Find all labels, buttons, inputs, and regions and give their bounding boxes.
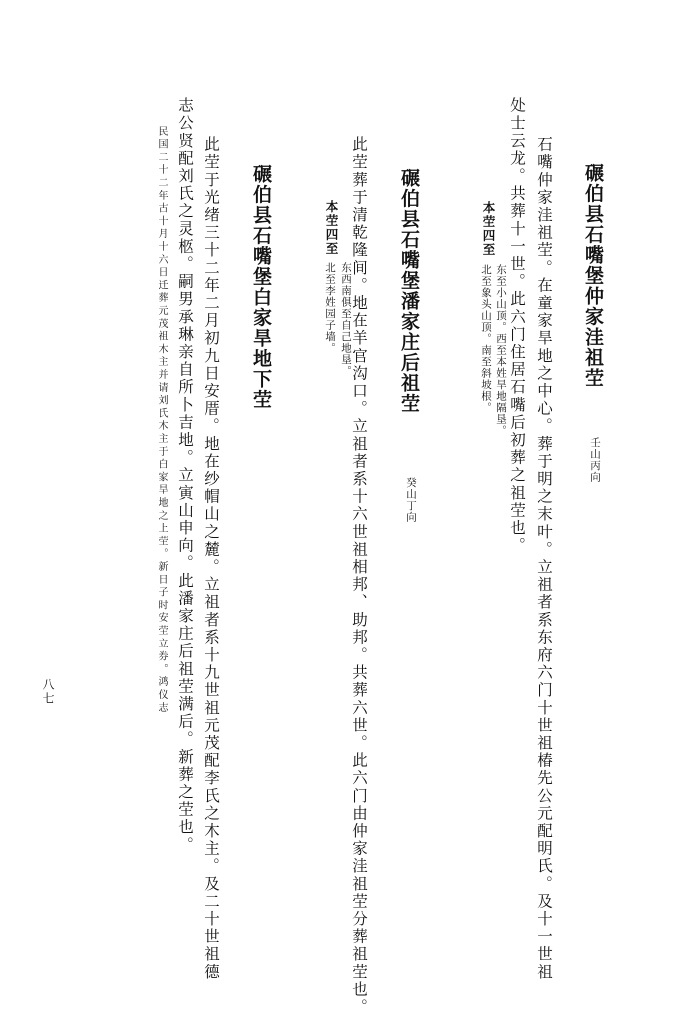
section-2-boundary-line-1: 东西南俱至自己地垦。 [340,262,352,377]
section-1-boundary-line-1: 东至小山顶。西至本姓旱地隔垦。 [495,264,507,437]
section-3-note: 民国二十二年古十月十六日迁葬元茂祖木主并请刘氏木主于白家旱地之上茔。新日子时安茔立券。鸿仪志 [156,126,167,715]
section-2-boundary-label: 本茔四至 [324,200,339,256]
section-2-orientation: 癸山丁向 [405,477,417,523]
section-1-text-line-2: 处士云龙。共葬十一世。此六门住居石嘴后初葬之祖茔也。 [508,97,526,555]
section-2-boundary-line-2: 北至李姓园子墙。 [324,262,336,354]
section-1-boundary-line-2: 北至象头山顶。南至斜坡根。 [480,264,492,414]
section-3-text-line-1: 此茔于光绪三十二年二月初九日安厝。地在纱帽山之麓。立祖者系十九世祖元茂配李氏之木主。及二十世祖德 [202,136,220,981]
page-number: 八七 [41,678,55,706]
section-2-text-line-1: 此茔葬于清乾隆间。地在羊官沟口。立祖者系十六世祖相邦、助邦。共葬六世。此六门由仲家洼祖茔分葬祖茔也。 [350,136,368,1016]
section-1-text-line-1: 石嘴仲家洼祖茔。在童家旱地之中心。葬于明之末叶。立祖者系东府六门十世祖椿先公元配明氏。及十一世祖 [535,136,553,981]
section-3-text-line-2: 志公贤配刘氏之灵柩。嗣男承琳亲自所卜吉地。立寅山申向。此潘家庄后祖茔满后。新葬之茔也。 [176,97,194,854]
section-1-title: 碾伯县石嘴堡仲家洼祖茔 [582,163,604,389]
section-1-orientation: 壬山丙向 [589,437,601,483]
section-2-title: 碾伯县石嘴堡潘家庄后祖茔 [398,168,420,414]
section-1-boundary-label: 本茔四至 [481,201,496,257]
section-3-title: 碾伯县石嘴堡白家旱地下茔 [250,164,272,410]
